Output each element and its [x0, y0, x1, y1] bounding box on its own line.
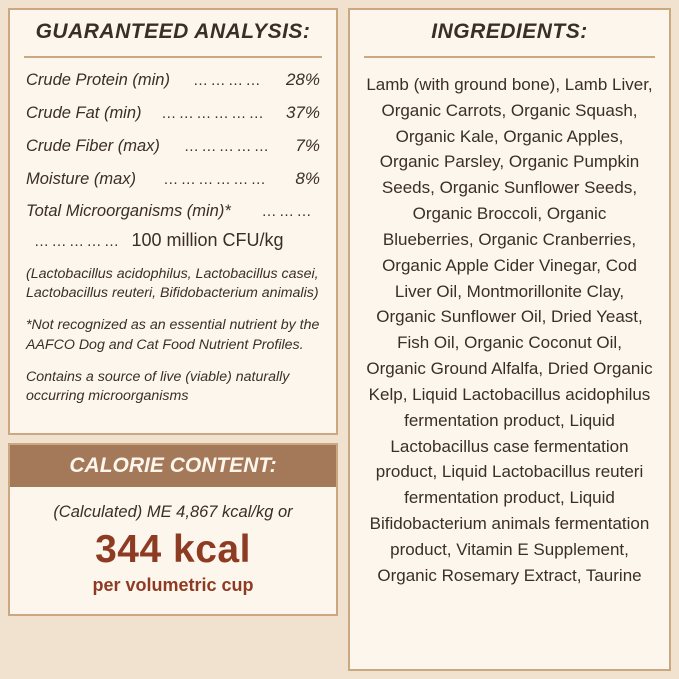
guaranteed-analysis-header: [10, 10, 336, 50]
ingredients-text: Lamb (with ground bone), Lamb Liver, Organic Carrots, Organic Squash, Organic Kale, Organic Apples, Organic Parsley, Organic Pumpkin Seeds, Organic Sunflower Seeds, Organic Broccoli, Organic Blueberries, Organic Cranberries, Organic Apple Cider Vinegar, Cod Liver Oil, Montmorillonite Clay, Organic Sunflower Oil, Dried Yeast, Fish Oil, Organic Coconut Oil, Organic Ground Alfalfa, Dried Organic Kelp, Liquid Lactobacillus acidophilus fermentation product, Liquid Lactobacillus case fermentation product, Liquid Lactobacillus reuteri fermentation product, Liquid Bifidobacterium animals fermentation product, Vitamin E Supplement, Organic Rosemary Extract, Taurine: [366, 75, 653, 585]
analysis-value: 37%: [285, 103, 320, 122]
analysis-value: 7%: [295, 136, 320, 155]
guaranteed-analysis-title: GUARANTEED ANALYSIS:: [35, 20, 311, 43]
analysis-row: [26, 136, 320, 156]
calculated-me-line: (Calculated) ME 4,867 kcal/kg or: [53, 503, 293, 522]
aafco-footnote: *Not recognized as an essential nutrient by the AAFCO Dog and Cat Food Nutrient Profiles.: [26, 317, 320, 353]
microorganisms-value-row: [10, 230, 336, 251]
leader-dots: ……………: [34, 233, 122, 250]
right-column: [348, 8, 671, 671]
analysis-label: Crude Fiber (max): [26, 137, 160, 155]
calories-per-cup-unit: per volumetric cup: [92, 574, 254, 595]
calories-per-cup-value: 344 kcal: [95, 528, 251, 572]
cfu-value: 100 million CFU/kg: [131, 230, 284, 250]
calorie-content-header: [10, 445, 336, 487]
calorie-content-title: CALORIE CONTENT:: [69, 454, 277, 478]
analysis-row: [26, 169, 320, 189]
leader-dots: …………: [192, 72, 263, 89]
ingredients-title: INGREDIENTS:: [431, 20, 588, 43]
calorie-content-body: [10, 487, 336, 614]
leader-dots: ………………: [163, 171, 269, 188]
live-microorganisms-note: Contains a source of live (viable) naturally occurring microorganisms: [26, 368, 290, 404]
guaranteed-analysis-panel: [8, 8, 338, 435]
analysis-row: [26, 202, 320, 221]
left-column: [8, 8, 338, 671]
analysis-label: Total Microorganisms (min)*: [26, 202, 231, 220]
calorie-content-panel: [8, 443, 338, 616]
ingredients-header: [350, 10, 669, 50]
analysis-label: Crude Protein (min): [26, 71, 170, 89]
leader-dots: ………: [261, 203, 314, 220]
analysis-row: [26, 70, 320, 90]
analysis-label: Moisture (max): [26, 170, 137, 188]
analysis-value: 28%: [285, 70, 320, 89]
leader-dots: ………………: [161, 105, 267, 122]
leader-dots: ……………: [183, 138, 272, 155]
analysis-label: Crude Fat (min): [26, 104, 142, 122]
guaranteed-analysis-rows: [10, 58, 336, 221]
analysis-row: [26, 103, 320, 123]
analysis-value: 8%: [295, 169, 320, 188]
ingredients-panel: [348, 8, 671, 671]
probiotic-strains-note: (Lactobacillus acidophilus, Lactobacillus casei, Lactobacillus reuteri, Bifidobacterium animalis): [26, 266, 319, 302]
